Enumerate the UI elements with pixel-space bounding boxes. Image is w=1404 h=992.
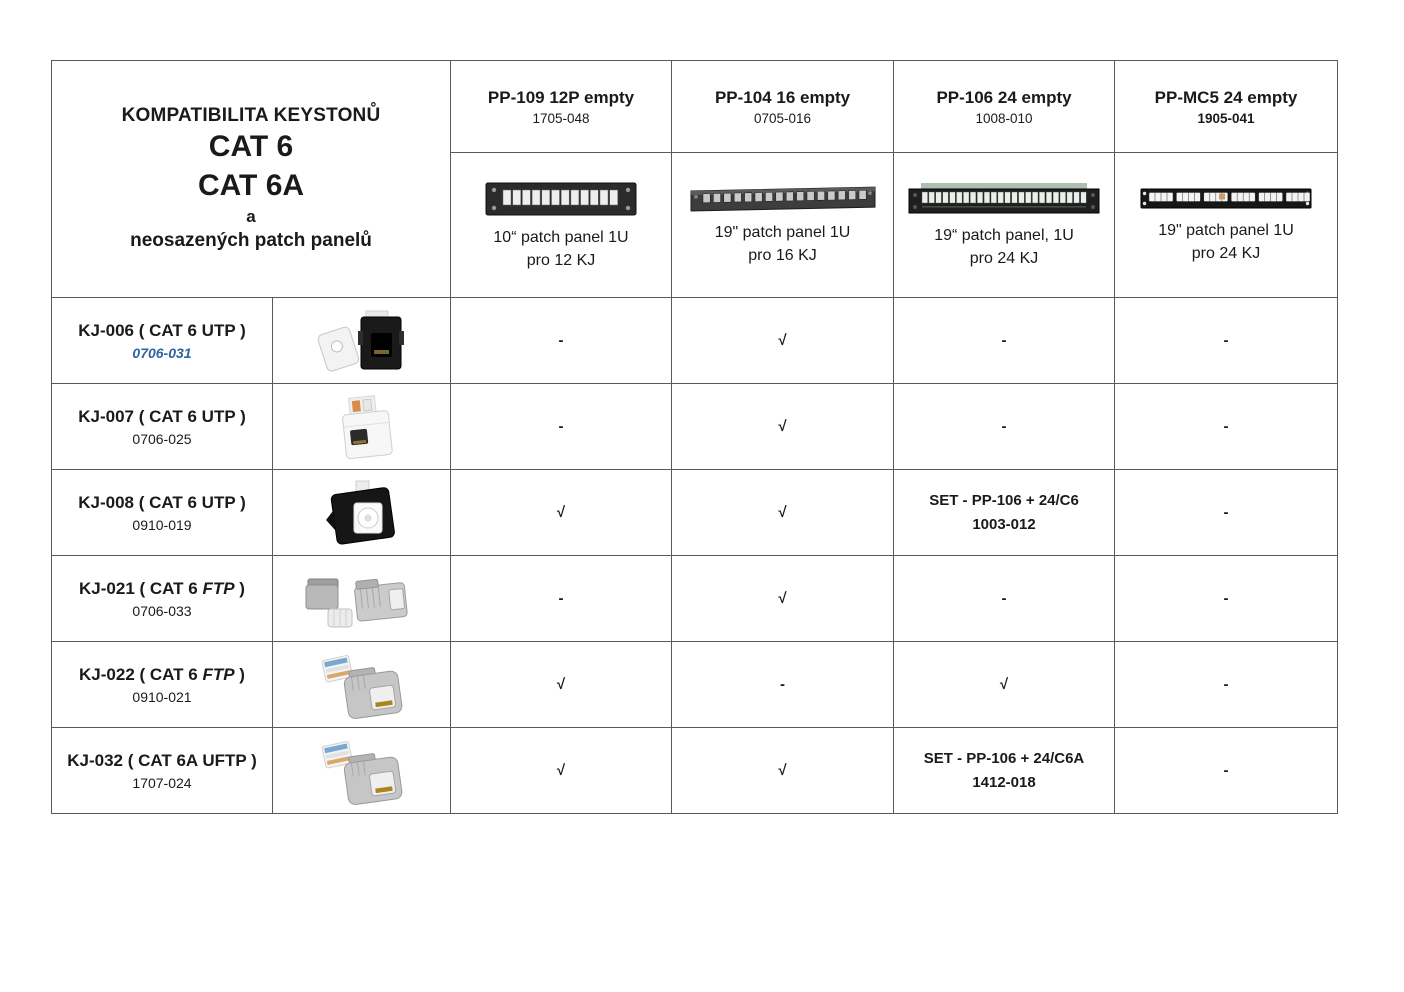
compat-value: - [1001, 331, 1007, 349]
title-line: KOMPATIBILITA KEYSTONŮ [121, 104, 381, 126]
panel-header-pp-mc5 [1115, 61, 1338, 153]
title-cat6a: CAT 6A [197, 169, 305, 203]
keystone-code: 0706-025 [132, 430, 192, 447]
cell-kj006-pp109 [451, 298, 672, 384]
table-row-kj-007 [52, 384, 1338, 470]
cell-kj007-pp104 [672, 384, 894, 470]
compat-value: - [1223, 331, 1229, 349]
cell-kj008-pp109 [451, 470, 672, 556]
keystone-name [52, 665, 272, 685]
panel-name: PP-106 24 empty [936, 87, 1072, 107]
cell-kj007-ppmc5 [1115, 384, 1338, 470]
panel-code: 1905-041 [1197, 110, 1255, 126]
name-part: ) [235, 320, 246, 340]
keystone-image-cell [273, 728, 451, 814]
table-row-kj-022 [52, 642, 1338, 728]
keystone-shielded-jack-icon [302, 648, 422, 722]
cell-kj007-pp109 [451, 384, 672, 470]
compat-value: √ [778, 417, 787, 435]
compat-set-label: SET - PP-106 + 24/C6A [923, 749, 1085, 767]
keystone-label-kj-006 [52, 298, 273, 384]
compatibility-sheet [51, 60, 1338, 814]
title-subline: neosazených patch panelů [130, 229, 372, 251]
name-part: ) [246, 750, 257, 770]
name-part: KJ-007 ( CAT 6 [78, 406, 202, 426]
compat-value: √ [778, 761, 787, 779]
panel-code: 1705-048 [532, 110, 590, 126]
panel-desc-line2: pro 24 KJ [1191, 245, 1261, 262]
name-part: KJ-032 ( CAT 6A [67, 750, 203, 770]
patch-panel-19in-24-grouped-slots-icon [1137, 185, 1315, 213]
panel-image-cell-pp-109 [451, 153, 672, 298]
compat-value: - [1223, 503, 1229, 521]
cell-kj022-pp106 [894, 642, 1115, 728]
patch-panel-19in-24-slots-icon [907, 180, 1101, 218]
panel-image-cell-pp-mc5 [1115, 153, 1338, 298]
compat-value: - [1223, 761, 1229, 779]
compat-value: - [558, 331, 564, 349]
compat-value: √ [556, 761, 566, 779]
panel-desc-line1: 19" patch panel 1U [1158, 221, 1294, 239]
compat-value: - [1223, 589, 1229, 607]
keystone-label-kj-022 [52, 642, 273, 728]
keystone-label-kj-032 [52, 728, 273, 814]
name-part: ) [234, 578, 245, 598]
keystone-shielded-metal-parts-icon [298, 563, 426, 635]
table-title [52, 61, 451, 298]
panel-header-pp-104 [672, 61, 894, 153]
panel-image-cell-pp-106 [894, 153, 1115, 298]
name-type: FTP [202, 578, 235, 598]
name-part: ) [235, 406, 246, 426]
compat-set-label: SET - PP-106 + 24/C6 [929, 491, 1079, 509]
keystone-black-jack-with-white-cap-icon [304, 305, 420, 377]
cell-kj008-ppmc5 [1115, 470, 1338, 556]
title-a: a [246, 206, 256, 226]
compat-value: - [1223, 675, 1229, 693]
panel-code: 0705-016 [753, 110, 812, 126]
cell-kj021-pp106 [894, 556, 1115, 642]
compat-set-code: 1412-018 [972, 773, 1036, 791]
table-row-kj-008 [52, 470, 1338, 556]
panel-description [894, 224, 1114, 270]
name-type: FTP [202, 664, 235, 684]
compat-value: - [558, 417, 564, 435]
keystone-image-cell [273, 556, 451, 642]
keystone-image-cell [273, 470, 451, 556]
keystone-name [52, 493, 272, 513]
panel-name: PP-104 16 empty [714, 87, 851, 107]
cell-kj006-ppmc5 [1115, 298, 1338, 384]
table-row-kj-006 [52, 298, 1338, 384]
compatibility-table [51, 60, 1338, 814]
panel-description [1115, 219, 1337, 265]
compat-set-code: 1003-012 [972, 515, 1036, 533]
cell-kj008-pp104 [672, 470, 894, 556]
compat-value: √ [556, 503, 566, 521]
cell-kj032-ppmc5 [1115, 728, 1338, 814]
cell-kj021-pp104 [672, 556, 894, 642]
name-type: UTP [201, 406, 236, 426]
name-part: KJ-008 ( CAT 6 [78, 492, 202, 512]
keystone-label-kj-008 [52, 470, 273, 556]
keystone-image-cell [273, 384, 451, 470]
compat-value: - [1001, 589, 1007, 607]
patch-panel-19in-16-slots-icon [689, 183, 877, 215]
compat-value: - [558, 589, 564, 607]
cell-kj006-pp104 [672, 298, 894, 384]
keystone-shielded-jack-icon [302, 734, 422, 808]
compat-value: √ [556, 675, 566, 693]
compat-value: √ [999, 675, 1009, 693]
compat-value: √ [778, 589, 787, 607]
name-part: KJ-021 ( CAT 6 [79, 578, 203, 598]
keystone-name [52, 407, 272, 427]
panel-image-cell-pp-104 [672, 153, 894, 298]
keystone-code: 0706-033 [132, 602, 192, 619]
compat-value: - [1223, 417, 1229, 435]
panel-name: PP-MC5 24 empty [1154, 87, 1298, 107]
panel-header-pp-109 [451, 61, 672, 153]
panel-description [672, 221, 893, 267]
name-part: ) [234, 664, 245, 684]
keystone-name [52, 579, 272, 599]
panel-desc-line2: pro 12 KJ [526, 252, 596, 269]
cell-kj022-pp109 [451, 642, 672, 728]
cell-kj006-pp106 [894, 298, 1115, 384]
panel-desc-line1: 10“ patch panel 1U [493, 228, 629, 246]
panel-name: PP-109 12P empty [487, 87, 635, 107]
panel-desc-line2: pro 16 KJ [748, 247, 817, 264]
panel-description [451, 226, 671, 272]
name-type: UTP [201, 320, 236, 340]
patch-panel-10in-12-slots-icon [485, 178, 637, 220]
panel-header-pp-106 [894, 61, 1115, 153]
keystone-white-jack-icon [304, 391, 420, 463]
keystone-code: 0910-021 [132, 688, 192, 705]
cell-kj021-ppmc5 [1115, 556, 1338, 642]
keystone-image-cell [273, 298, 451, 384]
name-type: UFTP [202, 750, 247, 770]
keystone-name [52, 751, 272, 771]
compat-value: √ [778, 331, 787, 349]
table-row-kj-021 [52, 556, 1338, 642]
keystone-label-kj-007 [52, 384, 273, 470]
cell-kj032-pp109 [451, 728, 672, 814]
panel-desc-line1: 19“ patch panel, 1U [934, 226, 1074, 244]
name-part: ) [235, 492, 246, 512]
cell-kj021-pp109 [451, 556, 672, 642]
cell-kj022-ppmc5 [1115, 642, 1338, 728]
keystone-black-jack-round-face-icon [304, 477, 420, 549]
panel-desc-line2: pro 24 KJ [969, 250, 1039, 267]
panel-desc-line1: 19" patch panel 1U [714, 223, 851, 241]
cell-kj032-pp104 [672, 728, 894, 814]
keystone-image-cell [273, 642, 451, 728]
keystone-label-kj-021 [52, 556, 273, 642]
keystone-code: 0910-019 [132, 516, 192, 533]
panel-code: 1008-010 [975, 110, 1033, 126]
title-cat6: CAT 6 [208, 129, 294, 163]
keystone-code: 1707-024 [132, 774, 192, 791]
compat-value: - [780, 675, 786, 693]
compat-value: - [1001, 417, 1007, 435]
cell-kj007-pp106 [894, 384, 1115, 470]
keystone-code: 0706-031 [132, 344, 192, 361]
name-type: UTP [201, 492, 236, 512]
keystone-name [52, 321, 272, 341]
compat-value: √ [778, 503, 787, 521]
cell-kj008-pp106-set [894, 470, 1115, 556]
cell-kj032-pp106-set [894, 728, 1115, 814]
name-part: KJ-022 ( CAT 6 [79, 664, 203, 684]
name-part: KJ-006 ( CAT 6 [78, 320, 202, 340]
cell-kj022-pp104 [672, 642, 894, 728]
table-row-kj-032 [52, 728, 1338, 814]
